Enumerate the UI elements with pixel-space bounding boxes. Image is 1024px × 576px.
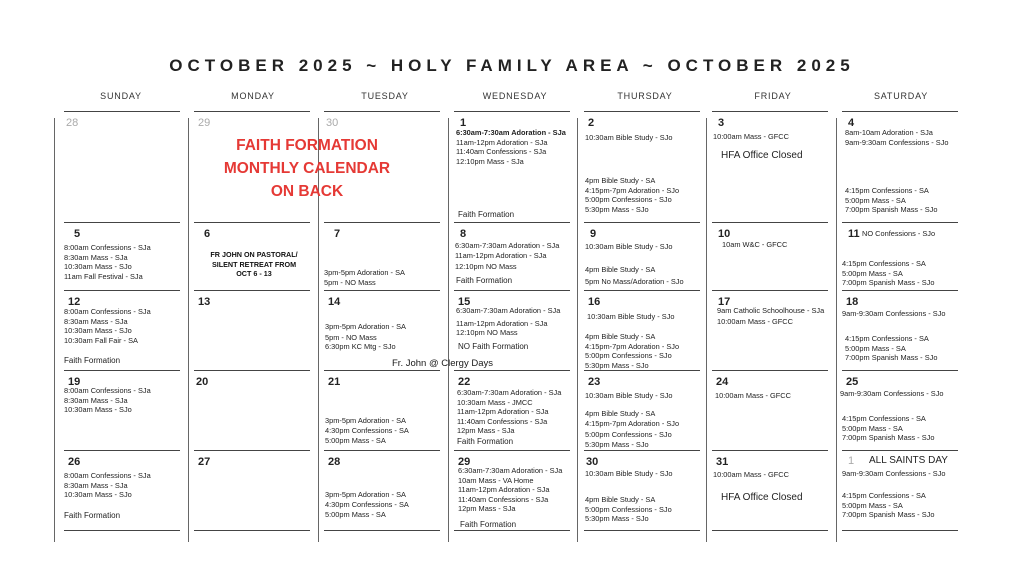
event-list xyxy=(456,306,560,338)
event: 11:40am Confessions - SJa xyxy=(456,147,547,157)
event: 10:30am Bible Study - SJo xyxy=(585,133,673,142)
event-list xyxy=(717,306,824,326)
event: 11:40am Confessions - SJa xyxy=(457,416,548,426)
event-list xyxy=(325,416,409,446)
event: 10:00am Mass - GFCC xyxy=(715,391,791,400)
date-number: 16 xyxy=(588,296,601,308)
event-list xyxy=(455,241,559,272)
event-list xyxy=(324,268,405,287)
event: 5:00pm Mass - SA xyxy=(845,195,906,205)
grid-line xyxy=(842,111,958,112)
event: 7:00pm Spanish Mass - SJo xyxy=(845,353,938,363)
event: 11:40am Confessions - SJa xyxy=(458,494,549,504)
event: 9am-9:30am Confessions - SJo xyxy=(842,469,946,478)
event: 12:10pm Mass - SJa xyxy=(456,156,524,166)
event: 9am Catholic Schoolhouse - SJa xyxy=(717,306,825,315)
date-number: 30 xyxy=(586,456,599,468)
clergy-days-note: Fr. John @ Clergy Days xyxy=(392,358,493,369)
grid-line xyxy=(454,370,570,371)
event: 6:30am-7:30am Adoration - SJa xyxy=(456,306,561,315)
event-list xyxy=(722,240,787,250)
grid-line xyxy=(577,118,578,542)
grid-line xyxy=(712,530,828,531)
event-list xyxy=(585,242,673,252)
event: 10:00am Mass - GFCC xyxy=(717,316,793,326)
event: 11am-12pm Adoration - SJa xyxy=(456,137,548,147)
event: 11am-12pm Adoration - SJa xyxy=(457,407,549,417)
grid-line xyxy=(454,222,570,223)
grid-line xyxy=(842,370,958,371)
event: 4pm Bible Study - SA xyxy=(585,409,656,418)
date-number: 12 xyxy=(68,296,81,308)
date-number: 20 xyxy=(196,376,209,388)
date-number: 27 xyxy=(198,456,211,468)
grid-line xyxy=(584,290,700,291)
event: 8:30am Mass - SJa xyxy=(64,316,128,326)
date-number: 18 xyxy=(846,296,859,308)
grid-line xyxy=(712,290,828,291)
event: 4:30pm Confessions - SA xyxy=(325,499,409,509)
date-number: 28 xyxy=(328,456,341,468)
event: NO Confessions - SJo xyxy=(862,229,936,238)
faith-formation-label: Faith Formation xyxy=(458,210,515,219)
event: 4pm Bible Study - SA xyxy=(585,332,656,341)
grid-line xyxy=(194,222,310,223)
grid-line xyxy=(842,530,958,531)
event: 4pm Bible Study - SA xyxy=(585,495,656,504)
event: 5:00pm Confessions - SJo xyxy=(585,430,672,440)
grid-line xyxy=(324,450,440,451)
event-list xyxy=(585,469,673,479)
event: 4:15pm-7pm Adoration - SJo xyxy=(585,341,680,351)
date-number: 13 xyxy=(198,296,211,308)
office-closed-note: HFA Office Closed xyxy=(721,492,803,503)
day-header-wednesday: WEDNESDAY xyxy=(482,91,548,101)
calendar-title: OCTOBER 2025 ~ HOLY FAMILY AREA ~ OCTOBER 2025 xyxy=(169,56,855,75)
grid-line xyxy=(584,450,700,451)
event-list xyxy=(842,259,934,288)
event: 7:00pm Spanish Mass - SJo xyxy=(842,433,935,443)
event-list xyxy=(585,176,679,214)
event-list xyxy=(64,243,151,281)
grid-line xyxy=(324,370,440,371)
grid-line xyxy=(188,118,189,542)
grid-line xyxy=(194,290,310,291)
grid-line xyxy=(324,530,440,531)
event: 10:30am Mass - SJo xyxy=(64,405,132,415)
event: 8:00am Confessions - SJa xyxy=(64,243,151,252)
retreat-note-line: OCT 6 - 13 xyxy=(236,269,272,278)
event: 8am-10am Adoration - SJa xyxy=(845,128,933,137)
grid-line xyxy=(64,370,180,371)
event: 3pm-5pm Adoration - SA xyxy=(325,322,406,331)
grid-line xyxy=(454,450,570,451)
event: 12:10pm NO Mass xyxy=(455,262,517,272)
grid-line xyxy=(712,222,828,223)
event-list xyxy=(842,414,934,443)
event: 11am-12pm Adoration - SJa xyxy=(455,250,547,260)
event: 5pm - NO Mass xyxy=(324,277,376,287)
date-number: 25 xyxy=(846,376,859,388)
grid-line xyxy=(712,370,828,371)
event: 11am Fall Festival - SJa xyxy=(64,271,143,281)
day-header-monday: MONDAY xyxy=(231,91,275,101)
event: 4:15pm Confessions - SA xyxy=(842,491,926,500)
event-list xyxy=(842,309,946,319)
faith-formation-label: Faith Formation xyxy=(64,511,121,520)
event: 10:30am Bible Study - SJo xyxy=(585,469,673,478)
event-list xyxy=(457,388,561,436)
event: 7:00pm Spanish Mass - SJo xyxy=(845,205,938,215)
event: 10am W&C - GFCC xyxy=(722,240,788,249)
faith-note-line: ON BACK xyxy=(270,183,344,200)
event: 5:30pm Mass - SJo xyxy=(585,514,649,524)
event-list xyxy=(64,386,151,415)
grid-line xyxy=(842,450,958,451)
event-list xyxy=(585,409,679,449)
date-number: 21 xyxy=(328,376,341,388)
event: 4:15pm-7pm Adoration - SJo xyxy=(585,418,680,428)
date-number: 28 xyxy=(66,117,79,129)
event: 8:00am Confessions - SJa xyxy=(64,307,151,316)
event: 10am Mass - VA Home xyxy=(458,475,534,485)
event: 7:00pm Spanish Mass - SJo xyxy=(842,510,935,520)
grid-line xyxy=(712,111,828,112)
date-number: 6 xyxy=(204,228,211,240)
date-number: 14 xyxy=(328,296,341,308)
event: 7:00pm Spanish Mass - SJo xyxy=(842,278,935,288)
event-list xyxy=(715,391,791,401)
event-list xyxy=(458,466,562,514)
event: 11am-12pm Adoration - SJa xyxy=(456,318,548,328)
event-list xyxy=(585,495,672,524)
event-list xyxy=(845,186,937,215)
event: 5:30pm Mass - SJo xyxy=(585,360,649,370)
event: 11am-12pm Adoration - SJa xyxy=(458,485,550,495)
event: 8:00am Confessions - SJa xyxy=(64,386,151,395)
event: 9am-9:30am Confessions - SJo xyxy=(840,389,944,398)
grid-line xyxy=(836,118,837,542)
event: 8:30am Mass - SJa xyxy=(64,480,128,490)
faith-note-line: FAITH FORMATION xyxy=(236,137,378,154)
event: 6:30pm KC Mtg - SJo xyxy=(325,342,396,352)
event: 3pm-5pm Adoration - SA xyxy=(324,268,405,277)
date-number: 2 xyxy=(588,117,595,129)
event-list xyxy=(585,265,684,286)
day-header-friday: FRIDAY xyxy=(754,91,792,101)
event: 5:00pm Confessions - SJo xyxy=(585,195,672,205)
date-number: 29 xyxy=(198,117,211,129)
event: 12:10pm NO Mass xyxy=(456,328,518,338)
event: 3pm-5pm Adoration - SA xyxy=(325,490,406,499)
grid-line xyxy=(194,111,310,112)
event: 4:15pm Confessions - SA xyxy=(845,186,929,195)
grid-line xyxy=(54,118,55,542)
date-number: 17 xyxy=(718,296,731,308)
retreat-note-line: SILENT RETREAT FROM xyxy=(211,259,297,269)
event: 4:15pm Confessions - SA xyxy=(845,334,929,343)
event: 10:30am Mass - SJo xyxy=(64,326,132,336)
event: 5:30pm Mass - SJo xyxy=(585,439,649,449)
faith-formation-label: Faith Formation xyxy=(456,276,513,285)
grid-line xyxy=(64,222,180,223)
event: 4:15pm Confessions - SA xyxy=(842,414,926,423)
event-list xyxy=(713,470,789,480)
date-number: 15 xyxy=(458,296,471,308)
event: 8:30am Mass - SJa xyxy=(64,395,128,405)
event: 8:00am Confessions - SJa xyxy=(64,471,151,480)
date-number: 9 xyxy=(590,228,597,240)
event-list xyxy=(842,469,946,479)
event: 10:30am Mass - SJo xyxy=(64,490,132,500)
faith-formation-label: Faith Formation xyxy=(64,356,121,365)
grid-line xyxy=(584,222,700,223)
all-saints-heading: ALL SAINTS DAY xyxy=(869,455,948,466)
grid-line xyxy=(584,530,700,531)
date-number: 29 xyxy=(458,456,471,468)
event: 6:30am-7:30am Adoration - SJa xyxy=(455,241,560,250)
event-list xyxy=(64,471,151,500)
faith-formation-label: Faith Formation xyxy=(460,520,517,529)
event: 9am-9:30am Confessions - SJo xyxy=(845,137,949,147)
date-number: 10 xyxy=(718,228,731,240)
grid-line xyxy=(324,111,440,112)
day-header-sunday: SUNDAY xyxy=(100,91,142,101)
event: 10:30am Fall Fair - SA xyxy=(64,335,138,345)
event: 5:00pm Mass - SA xyxy=(842,500,903,510)
event: 5pm No Mass/Adoration - SJo xyxy=(585,276,684,286)
event: 4pm Bible Study - SA xyxy=(585,265,656,274)
event: 4:15pm Confessions - SA xyxy=(842,259,926,268)
date-number: 31 xyxy=(716,456,729,468)
event-list xyxy=(845,128,949,147)
retreat-note xyxy=(188,250,320,279)
grid-line xyxy=(64,450,180,451)
day-header-saturday: SATURDAY xyxy=(873,91,929,101)
event-list xyxy=(64,307,151,345)
event: 9am-9:30am Confessions - SJo xyxy=(842,309,946,318)
grid-line xyxy=(194,530,310,531)
date-number: 23 xyxy=(588,376,601,388)
event: 5:00pm Mass - SA xyxy=(842,268,903,278)
event-list xyxy=(585,133,673,143)
event: 10:30am Bible Study - SJo xyxy=(585,242,673,251)
date-number: 11 xyxy=(848,228,860,240)
grid-line xyxy=(448,118,449,542)
faith-formation-label: Faith Formation xyxy=(457,437,514,446)
event: 5pm - NO Mass xyxy=(325,332,377,342)
event: 5:00pm Confessions - SJo xyxy=(585,351,672,361)
grid-line xyxy=(64,290,180,291)
event: 6:30am-7:30am Adoration - SJa xyxy=(457,388,562,397)
date-number: 26 xyxy=(68,456,81,468)
event: 10:30am Mass - JMCC xyxy=(457,397,533,407)
event: 4pm Bible Study - SA xyxy=(585,176,656,185)
date-number: 1 xyxy=(848,455,855,467)
grid-line xyxy=(712,450,828,451)
day-header-thursday: THURSDAY xyxy=(617,91,673,101)
grid-line xyxy=(324,222,440,223)
grid-line xyxy=(194,450,310,451)
event: 5:00pm Mass - SA xyxy=(842,423,903,433)
date-number: 8 xyxy=(460,228,467,240)
faith-note-line: MONTHLY CALENDAR xyxy=(223,160,391,177)
event-list xyxy=(587,312,675,322)
date-number: 3 xyxy=(718,117,725,129)
event: 4:15pm-7pm Adoration - SJo xyxy=(585,185,680,195)
event: 8:30am Mass - SJa xyxy=(64,252,128,262)
grid-line xyxy=(454,111,570,112)
grid-line xyxy=(584,111,700,112)
event: 5:00pm Mass - SA xyxy=(845,343,906,353)
date-number: 30 xyxy=(326,117,339,129)
event-list xyxy=(456,128,566,166)
event-list xyxy=(325,490,409,520)
event: 3pm-5pm Adoration - SA xyxy=(325,416,406,425)
event: 10:00am Mass - GFCC xyxy=(713,470,789,479)
event: 6:30am-7:30am Adoration - SJa xyxy=(458,466,563,475)
event: 5:30pm Mass - SJo xyxy=(585,204,649,214)
event: 5:00pm Mass - SA xyxy=(325,510,386,520)
retreat-note-line: FR JOHN ON PASTORAL/ xyxy=(210,250,298,259)
grid-line xyxy=(194,370,310,371)
date-number: 7 xyxy=(334,228,341,240)
grid-line xyxy=(64,111,180,112)
event-list xyxy=(585,332,679,370)
event: 6:30am-7:30am Adoration - SJa xyxy=(456,128,566,137)
faith-formation-label: NO Faith Formation xyxy=(458,342,529,351)
date-number: 4 xyxy=(848,117,855,129)
event-list xyxy=(585,391,673,401)
grid-line xyxy=(64,530,180,531)
event-list xyxy=(845,334,937,363)
date-number: 22 xyxy=(458,376,471,388)
grid-line xyxy=(842,290,958,291)
day-header-tuesday: TUESDAY xyxy=(361,91,409,101)
grid-line xyxy=(842,222,958,223)
event-list xyxy=(713,132,789,142)
event-list xyxy=(325,322,406,352)
event: 5:00pm Mass - SA xyxy=(325,436,386,446)
event: 12pm Mass - SJa xyxy=(457,426,515,436)
event: 4:30pm Confessions - SA xyxy=(325,425,409,435)
office-closed-note: HFA Office Closed xyxy=(721,150,803,161)
event-list xyxy=(840,389,944,399)
grid-line xyxy=(324,290,440,291)
faith-formation-note xyxy=(198,134,416,203)
date-number: 19 xyxy=(68,376,81,388)
date-number: 5 xyxy=(74,228,81,240)
grid-line xyxy=(454,530,570,531)
grid-line xyxy=(454,290,570,291)
event: 10:30am Bible Study - SJo xyxy=(587,312,675,321)
date-number: 1 xyxy=(460,117,467,129)
event: 10:00am Mass - GFCC xyxy=(713,132,789,141)
event: 12pm Mass - SJa xyxy=(458,504,516,514)
event: 5:00pm Confessions - SJo xyxy=(585,504,672,514)
date-number: 24 xyxy=(716,376,729,388)
event: 10:30am Bible Study - SJo xyxy=(585,391,673,400)
event-list xyxy=(842,491,934,520)
grid-line xyxy=(706,118,707,542)
event: 10:30am Mass - SJo xyxy=(64,262,132,272)
